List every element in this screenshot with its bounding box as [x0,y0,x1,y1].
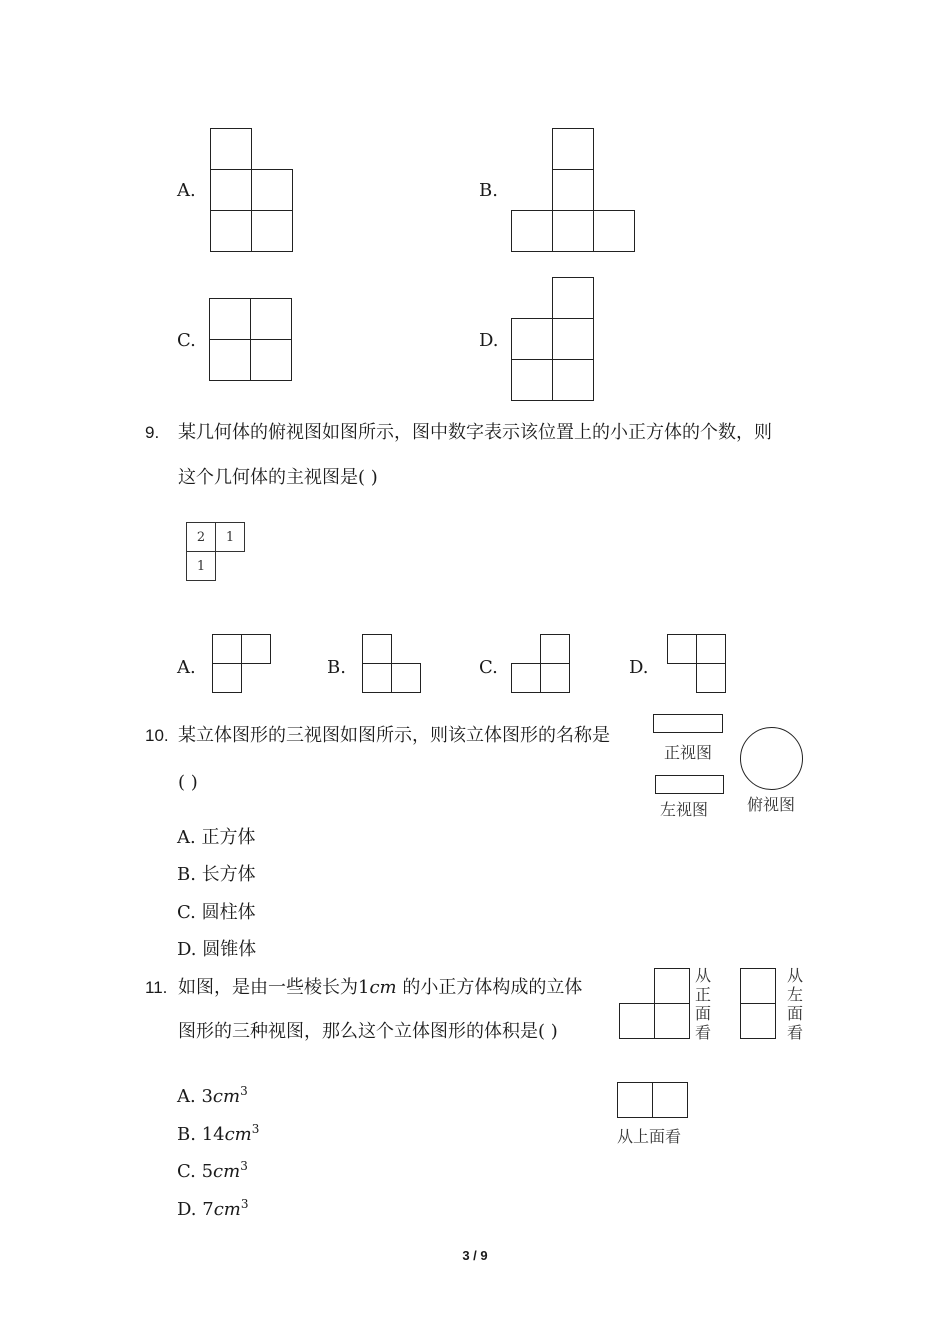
q10-front-view-rect [653,714,723,733]
q10-top-view-circle [740,727,803,790]
q11-top-view-caption: 从上面看 [617,1127,682,1146]
q10-option-c[interactable]: C. 圆柱体 [177,902,256,923]
q10-front-view-caption: 正视图 [664,743,713,762]
q9-option-d-label[interactable]: D. [629,657,649,678]
q10-left-view-caption: 左视图 [660,800,709,819]
q9-number: 9. [145,423,160,442]
q11-left-view-caption: 从左面看 [786,966,803,1042]
q9-option-b-label[interactable]: B. [327,657,346,678]
q11-front-view-caption: 从正面看 [694,966,711,1042]
q9-top-view-cell: 1 [186,551,216,581]
q9-stem-line2: 这个几何体的主视图是( ) [178,467,378,488]
page-number: 3 / 9 [462,1248,488,1263]
q9-top-view-cell: 1 [215,522,245,552]
q11-option-d[interactable]: D. $7cm^3$ [177,1197,249,1220]
q10-option-a[interactable]: A. 正方体 [177,827,256,848]
q11-stem-line1: 如图，是由一些棱长为1cm 的小正方体构成的立体 [178,977,583,998]
q8-option-a-label[interactable]: A. [177,180,196,201]
q10-left-view-rect [655,775,724,794]
q10-top-view-caption: 俯视图 [747,795,796,814]
q10-stem-line2: ( ) [178,772,198,793]
q10-number: 10. [145,726,169,745]
q8-option-b-label[interactable]: B. [479,180,498,201]
q10-stem-line1: 某立体图形的三视图如图所示，则该立体图形的名称是 [178,725,610,746]
q9-top-view-cell: 2 [186,522,216,552]
q9-option-a-label[interactable]: A. [177,657,196,678]
q9-stem-line1: 某几何体的俯视图如图所示，图中数字表示该位置上的小正方体的个数，则 [178,422,772,443]
q8-option-c-label[interactable]: C. [177,330,196,351]
q11-option-a[interactable]: A. $3cm^3$ [177,1084,248,1107]
q9-option-c-label[interactable]: C. [479,657,498,678]
q11-option-b[interactable]: B. $14cm^3$ [177,1122,260,1145]
q10-option-d[interactable]: D. 圆锥体 [177,939,257,960]
q11-number: 11. [145,978,168,997]
q8-option-d-label[interactable]: D. [479,330,499,351]
q11-option-c[interactable]: C. $5cm^3$ [177,1159,248,1182]
q11-stem-line2: 图形的三种视图，那么这个立体图形的体积是( ) [178,1021,558,1042]
q10-option-b[interactable]: B. 长方体 [177,864,256,885]
